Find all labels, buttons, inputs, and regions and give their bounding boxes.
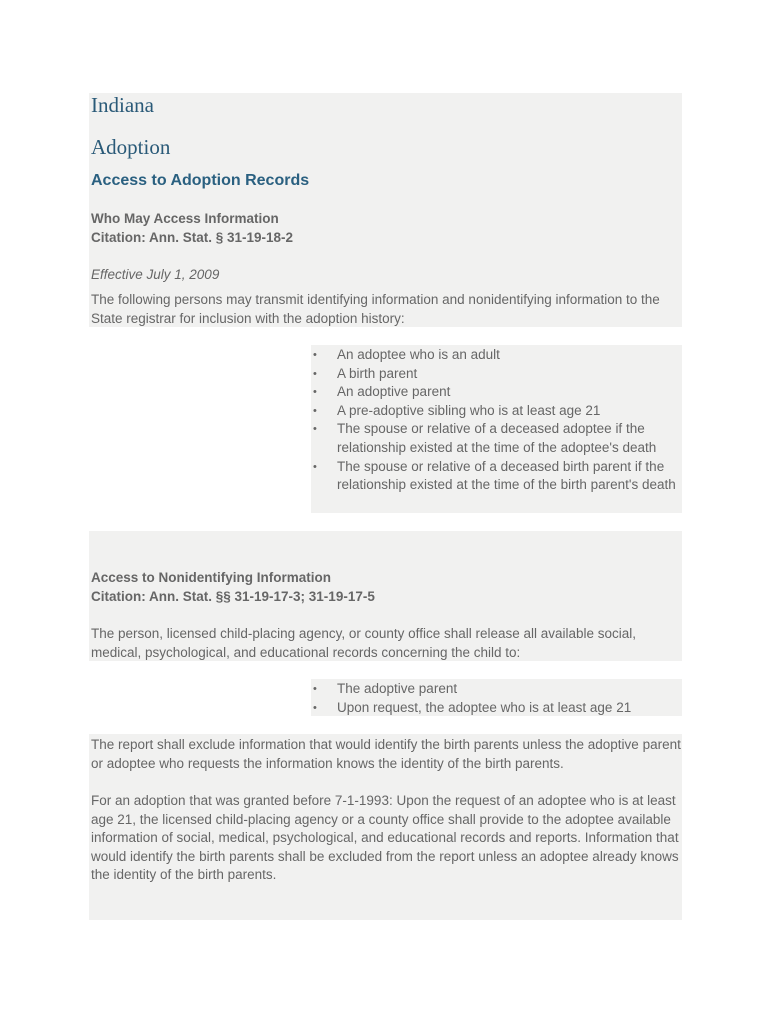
topic-title: Adoption (91, 135, 171, 159)
list-item: • An adoptee who is an adult (313, 346, 681, 365)
list-item: • An adoptive parent (313, 383, 681, 402)
list-item: • A pre-adoptive sibling who is at least age 21 (313, 402, 681, 421)
list-item: • The spouse or relative of a deceased adoptee if the relationship existed at the time of the adoptee's death (313, 420, 681, 457)
effective-date: Effective July 1, 2009 (91, 267, 220, 282)
list-item: • Upon request, the adoptee who is at least age 21 (313, 699, 681, 718)
pre-1993-paragraph: For an adoption that was granted before 7-1-1993: Upon the request of an adoptee who is at least age 21, the licensed child-placing agency or a county office shall provide to the adoptee available information of social, medical, psychological, and educational records and reports. Information that would identify the birth parents shall be excluded from the report unless an adoptee already knows the identity of the birth parents. (91, 793, 679, 883)
exclusion-paragraph: The report shall exclude information that would identify the birth parents unless the adoptive parent or adoptee who requests the information knows the identity of the birth parents. (91, 737, 681, 771)
recipients-list (313, 680, 681, 717)
state-title: Indiana (91, 93, 154, 117)
subheading-nonidentifying: Access to Nonidentifying Information (91, 570, 332, 585)
list-item: • A birth parent (313, 365, 681, 384)
intro-paragraph-2: The person, licensed child-placing agency, or county office shall release all available social, medical, psychological, and educational records concerning the child to: (91, 626, 637, 660)
section-title: Access to Adoption Records (91, 172, 310, 189)
citation-1: Citation: Ann. Stat. § 31-19-18-2 (91, 230, 294, 245)
subheading-who-may-access: Who May Access Information (91, 211, 279, 226)
intro-paragraph-1: The following persons may transmit identifying information and nonidentifying information to the State registrar for inclusion with the adoption history: (91, 292, 660, 326)
list-item: • The adoptive parent (313, 680, 681, 699)
eligible-persons-list (313, 346, 681, 495)
list-item: • The spouse or relative of a deceased birth parent if the relationship existed at the time of the birth parent's death (313, 458, 681, 495)
citation-2: Citation: Ann. Stat. §§ 31-19-17-3; 31-19-17-5 (91, 589, 375, 604)
